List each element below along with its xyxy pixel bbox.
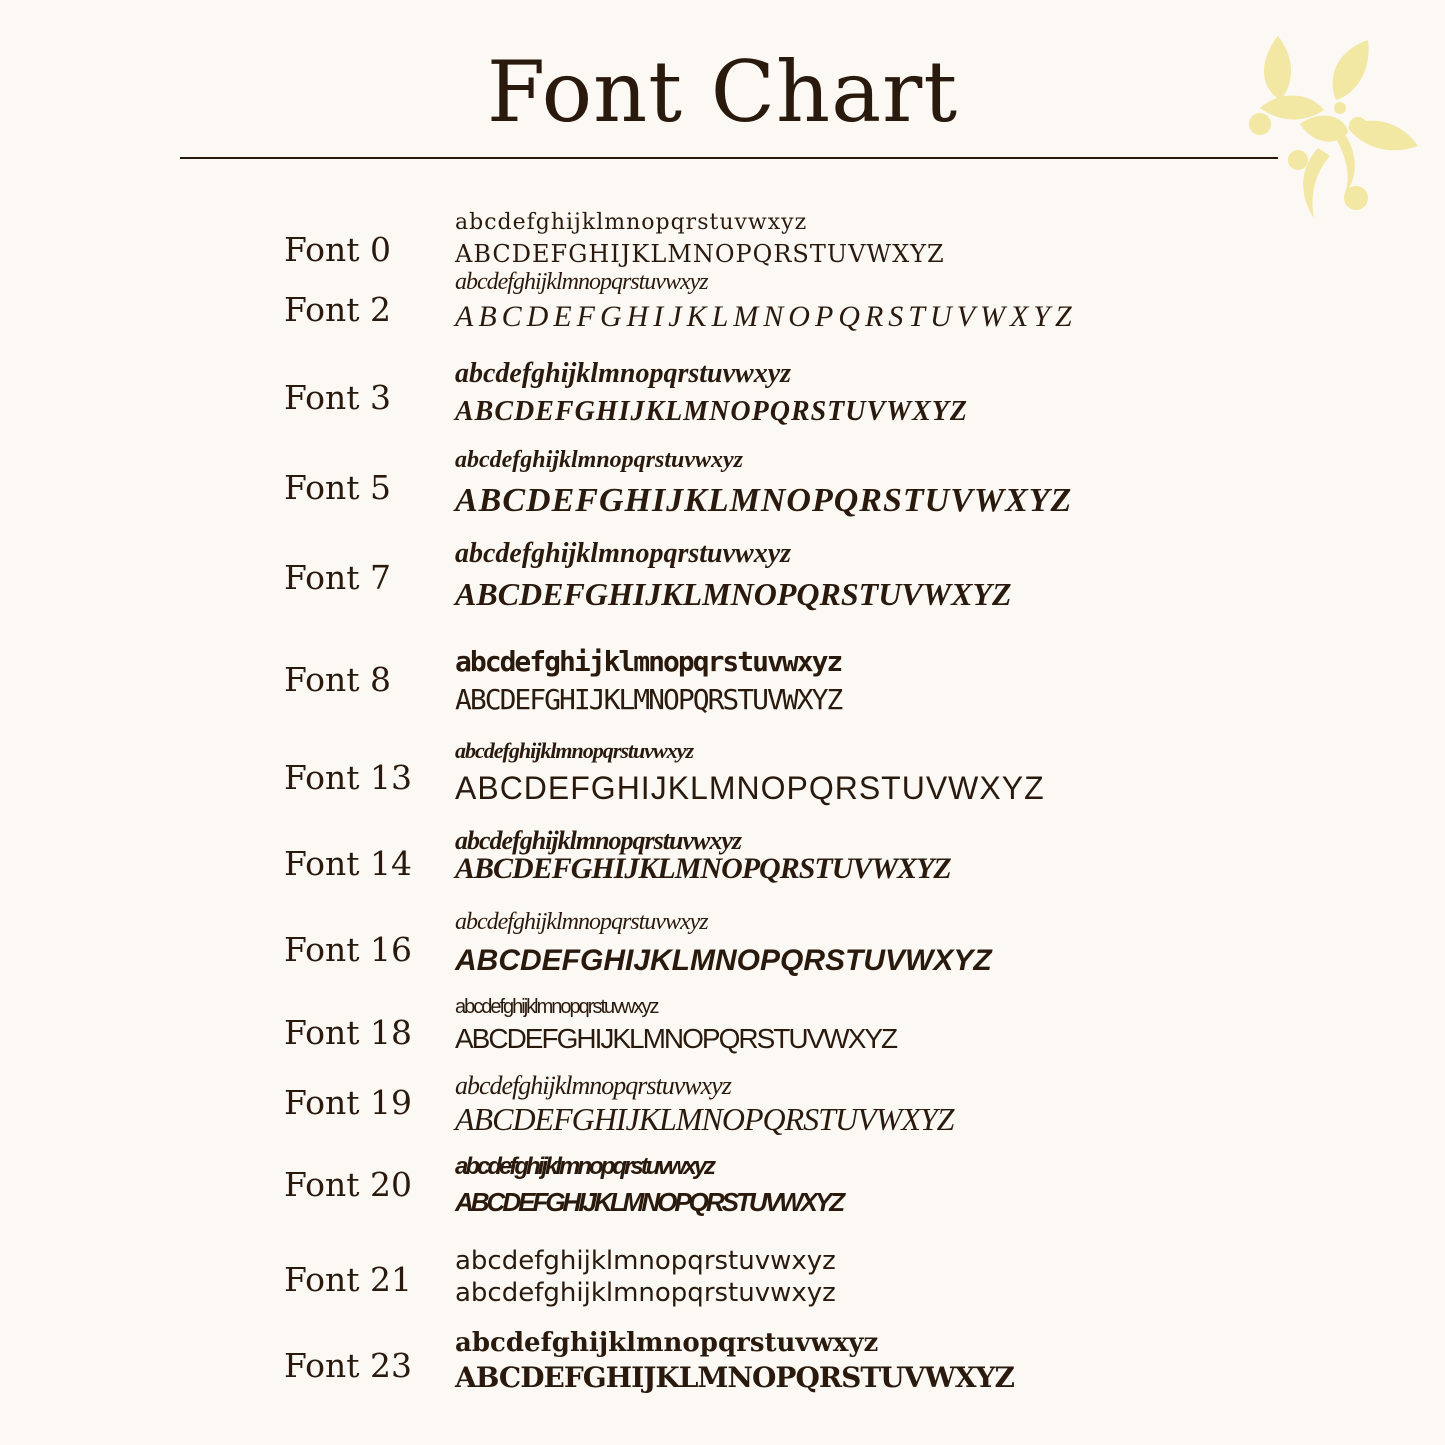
font-label: Font 16 <box>284 930 412 969</box>
uppercase-sample: ABCDEFGHIJKLMNOPQRSTUVWXYZ <box>455 1187 843 1217</box>
uppercase-sample: ABCDEFGHIJKLMNOPQRSTUVWXYZ <box>455 1023 897 1054</box>
font-label: Font 13 <box>284 758 412 797</box>
lowercase-sample: abcdefghijklmnopqrstuvwxyz <box>455 1246 836 1276</box>
lowercase-sample: abcdefghijklmnopqrstuvwxyz <box>455 738 694 763</box>
font-label: Font 19 <box>284 1083 412 1122</box>
font-label: Font 3 <box>284 378 391 417</box>
uppercase-sample: ABCDEFGHIJKLMNOPQRSTUVWXYZ <box>455 1101 954 1137</box>
lowercase-sample: abcdefghijklmnopqrstuvwxyz <box>455 996 658 1018</box>
lowercase-sample: abcdefghijklmnopqrstuvwxyz <box>455 269 708 295</box>
font-label: Font 23 <box>284 1346 412 1385</box>
lowercase-sample: abcdefghijklmnopqrstuvwxyz <box>455 1071 731 1100</box>
font-label: Font 21 <box>284 1260 412 1299</box>
uppercase-sample: ABCDEFGHIJKLMNOPQRSTUVWXYZ <box>455 300 1077 333</box>
uppercase-sample: ABCDEFGHIJKLMNOPQRSTUVWXYZ <box>455 482 1073 519</box>
title-divider <box>180 157 1278 159</box>
lowercase-sample: abcdefghijklmnopqrstuvwxyz <box>455 909 708 935</box>
font-label: Font 18 <box>284 1013 412 1052</box>
uppercase-sample: ABCDEFGHIJKLMNOPQRSTUVWXYZ <box>455 852 951 885</box>
font-label: Font 8 <box>284 660 391 699</box>
lowercase-sample: abcdefghijklmnopqrstuvwxyz <box>455 645 842 678</box>
lowercase-sample: abcdefghijklmnopqrstuvwxyz <box>455 826 742 855</box>
font-label: Font 0 <box>284 230 391 269</box>
uppercase-sample: abcdefghijklmnopqrstuvwxyz <box>455 1278 836 1308</box>
uppercase-sample: ABCDEFGHIJKLMNOPQRSTUVWXYZ <box>455 576 1012 612</box>
uppercase-sample: ABCDEFGHIJKLMNOPQRSTUVWXYZ <box>455 396 968 427</box>
font-label: Font 14 <box>284 844 412 883</box>
page-title: Font Chart <box>486 43 959 141</box>
uppercase-sample: ABCDEFGHIJKLMNOPQRSTUVWXYZ <box>455 770 1045 806</box>
lowercase-sample: abcdefghijklmnopqrstuvwxyz <box>455 1328 879 1358</box>
font-label: Font 7 <box>284 558 391 597</box>
uppercase-sample: ABCDEFGHIJKLMNOPQRSTUVWXYZ <box>455 240 945 268</box>
uppercase-sample: ABCDEFGHIJKLMNOPQRSTUVWXYZ <box>455 944 992 977</box>
lowercase-sample: abcdefghijklmnopqrstuvwxyz <box>455 447 744 473</box>
uppercase-sample: ABCDEFGHIJKLMNOPQRSTUVWXYZ <box>455 683 842 716</box>
font-label: Font 2 <box>284 290 391 329</box>
uppercase-sample: ABCDEFGHIJKLMNOPQRSTUVWXYZ <box>455 1361 1014 1394</box>
lowercase-sample: abcdefghijklmnopqrstuvwxyz <box>455 210 808 235</box>
lowercase-sample: abcdefghijklmnopqrstuvwxyz <box>455 538 792 569</box>
font-label: Font 20 <box>284 1165 412 1204</box>
lowercase-sample: abcdefghijklmnopqrstuvwxyz <box>455 358 792 389</box>
font-label: Font 5 <box>284 468 391 507</box>
gold-floral-ornament-icon <box>1240 28 1420 238</box>
lowercase-sample: abcdefghijklmnopqrstuvwxyz <box>455 1153 714 1180</box>
